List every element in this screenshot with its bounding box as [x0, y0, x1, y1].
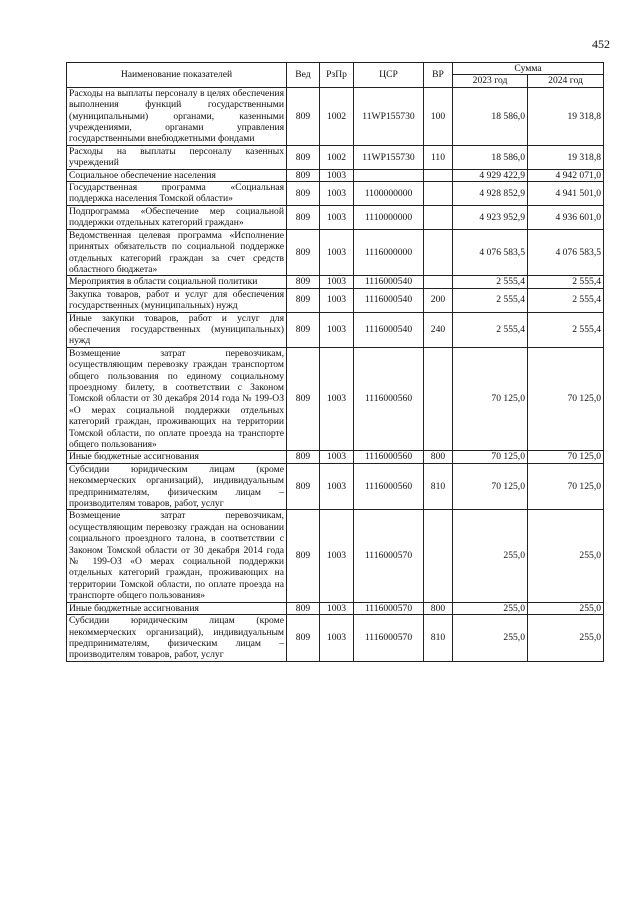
table-row [67, 510, 604, 602]
cell-sum-2023: 4 923 952,9 [453, 205, 528, 229]
table-row [67, 615, 604, 662]
cell-name: Возмещение затрат перевозчикам, осуществляющим перевозку граждан на основании социального проездного талона, в соответствии с Законом Томской области от 30 декабря 2014 года № 199-ОЗ «О мерах социальной поддержки отдельных категорий граждан, проживающих на территории Томской области, по оплате проезда на транспорте общего пользования» [67, 510, 287, 602]
cell-name: Социальное обеспечение населения [67, 169, 287, 181]
cell-vr [424, 229, 453, 276]
cell-vr: 800 [424, 602, 453, 614]
cell-ved: 809 [287, 312, 320, 347]
cell-sum-2024: 70 125,0 [528, 451, 604, 463]
cell-ved: 809 [287, 602, 320, 614]
cell-rzpr: 1003 [320, 463, 354, 510]
cell-sum-2024: 4 941 501,0 [528, 182, 604, 206]
page-number: 452 [592, 37, 610, 51]
cell-vr [424, 276, 453, 288]
cell-rzpr: 1003 [320, 276, 354, 288]
cell-name: Иные бюджетные ассигнования [67, 451, 287, 463]
cell-ved: 809 [287, 145, 320, 169]
cell-csr: 1100000000 [354, 182, 424, 206]
table-row [67, 145, 604, 169]
cell-rzpr: 1003 [320, 229, 354, 276]
cell-ved: 809 [287, 347, 320, 451]
cell-csr: 1110000000 [354, 205, 424, 229]
cell-sum-2023: 2 555,4 [453, 276, 528, 288]
header-vr: ВР [424, 63, 453, 88]
table-row [67, 312, 604, 347]
cell-ved: 809 [287, 615, 320, 662]
cell-name: Иные бюджетные ассигнования [67, 602, 287, 614]
cell-ved: 809 [287, 229, 320, 276]
cell-name: Государственная программа «Социальная поддержка населения Томской области» [67, 182, 287, 206]
cell-sum-2024: 255,0 [528, 510, 604, 602]
table-header [67, 63, 604, 88]
cell-sum-2023: 70 125,0 [453, 347, 528, 451]
cell-rzpr: 1003 [320, 602, 354, 614]
cell-csr: 1116000000 [354, 229, 424, 276]
cell-csr: 1116000570 [354, 602, 424, 614]
budget-table [66, 62, 604, 662]
cell-sum-2024: 255,0 [528, 602, 604, 614]
cell-ved: 809 [287, 169, 320, 181]
cell-name: Иные закупки товаров, работ и услуг для обеспечения государственных (муниципальных) нужд [67, 312, 287, 347]
cell-sum-2024: 19 318,8 [528, 87, 604, 145]
cell-sum-2023: 4 928 852,9 [453, 182, 528, 206]
cell-rzpr: 1003 [320, 288, 354, 312]
cell-vr: 110 [424, 145, 453, 169]
cell-ved: 809 [287, 451, 320, 463]
cell-csr: 1116000570 [354, 510, 424, 602]
cell-sum-2023: 4 076 583,5 [453, 229, 528, 276]
cell-name: Расходы на выплаты персоналу казенных учреждений [67, 145, 287, 169]
cell-ved: 809 [287, 87, 320, 145]
cell-sum-2023: 2 555,4 [453, 312, 528, 347]
cell-rzpr: 1003 [320, 182, 354, 206]
cell-sum-2024: 4 942 071,0 [528, 169, 604, 181]
cell-csr: 1116000570 [354, 615, 424, 662]
cell-sum-2024: 70 125,0 [528, 347, 604, 451]
cell-name: Мероприятия в области социальной политики [67, 276, 287, 288]
cell-vr: 810 [424, 615, 453, 662]
table-row [67, 169, 604, 181]
cell-sum-2024: 2 555,4 [528, 276, 604, 288]
cell-ved: 809 [287, 510, 320, 602]
cell-rzpr: 1002 [320, 145, 354, 169]
cell-ved: 809 [287, 463, 320, 510]
cell-sum-2023: 18 586,0 [453, 87, 528, 145]
cell-ved: 809 [287, 205, 320, 229]
cell-vr [424, 347, 453, 451]
header-name: Наименование показателей [67, 63, 287, 88]
header-csr: ЦСР [354, 63, 424, 88]
cell-sum-2023: 2 555,4 [453, 288, 528, 312]
header-ved: Вед [287, 63, 320, 88]
cell-csr [354, 169, 424, 181]
table-row [67, 602, 604, 614]
cell-rzpr: 1003 [320, 312, 354, 347]
table-row [67, 347, 604, 451]
cell-name: Ведомственная целевая программа «Исполнение принятых обязательств по социальной поддержке отдельных категорий граждан за счет средств областного бюджета» [67, 229, 287, 276]
cell-rzpr: 1002 [320, 87, 354, 145]
cell-sum-2024: 19 318,8 [528, 145, 604, 169]
cell-sum-2023: 4 929 422,9 [453, 169, 528, 181]
table-row [67, 229, 604, 276]
cell-sum-2023: 70 125,0 [453, 463, 528, 510]
table-row [67, 463, 604, 510]
cell-sum-2023: 18 586,0 [453, 145, 528, 169]
table-body [67, 87, 604, 661]
cell-rzpr: 1003 [320, 347, 354, 451]
cell-name: Закупка товаров, работ и услуг для обеспечения государственных (муниципальных) нужд [67, 288, 287, 312]
cell-rzpr: 1003 [320, 615, 354, 662]
cell-ved: 809 [287, 288, 320, 312]
table-row [67, 182, 604, 206]
table-row [67, 276, 604, 288]
cell-csr: 1116000560 [354, 347, 424, 451]
table-row [67, 87, 604, 145]
cell-sum-2023: 70 125,0 [453, 451, 528, 463]
cell-rzpr: 1003 [320, 510, 354, 602]
header-year-2023: 2023 год [453, 75, 528, 87]
cell-sum-2024: 70 125,0 [528, 463, 604, 510]
cell-vr: 200 [424, 288, 453, 312]
cell-vr: 240 [424, 312, 453, 347]
cell-name: Субсидии юридическим лицам (кроме некоммерческих организаций), индивидуальным предпринимателям, физическим лицам – производителям товаров, работ, услуг [67, 463, 287, 510]
cell-sum-2023: 255,0 [453, 510, 528, 602]
table-row [67, 288, 604, 312]
cell-sum-2024: 2 555,4 [528, 288, 604, 312]
cell-csr: 1116000540 [354, 276, 424, 288]
cell-vr: 800 [424, 451, 453, 463]
cell-vr: 100 [424, 87, 453, 145]
cell-csr: 1116000560 [354, 463, 424, 510]
cell-name: Возмещение затрат перевозчикам, осуществляющим перевозку граждан транспортом общего пользования по единому социальному проездному билету, в соответствии с Законом Томской области от 30 декабря 2014 года № 199-ОЗ «О мерах социальной поддержки отдельных категорий граждан, проживающих на территории Томской области, по оплате проезда на транспорте общего пользования» [67, 347, 287, 451]
cell-csr: 11WP155730 [354, 87, 424, 145]
cell-sum-2024: 255,0 [528, 615, 604, 662]
cell-csr: 1116000540 [354, 312, 424, 347]
table-row [67, 205, 604, 229]
cell-rzpr: 1003 [320, 205, 354, 229]
cell-csr: 1116000540 [354, 288, 424, 312]
cell-csr: 1116000560 [354, 451, 424, 463]
header-year-2024: 2024 год [528, 75, 604, 87]
cell-name: Расходы на выплаты персоналу в целях обеспечения выполнения функций государственными (муниципальными) органами, казенными учреждениями, органами управления государственными внебюджетными фондами [67, 87, 287, 145]
cell-rzpr: 1003 [320, 169, 354, 181]
cell-sum-2023: 255,0 [453, 602, 528, 614]
cell-sum-2024: 2 555,4 [528, 312, 604, 347]
cell-sum-2024: 4 936 601,0 [528, 205, 604, 229]
cell-rzpr: 1003 [320, 451, 354, 463]
cell-csr: 11WP155730 [354, 145, 424, 169]
cell-name: Подпрограмма «Обеспечение мер социальной поддержки отдельных категорий граждан» [67, 205, 287, 229]
cell-vr [424, 169, 453, 181]
cell-sum-2023: 255,0 [453, 615, 528, 662]
cell-sum-2024: 4 076 583,5 [528, 229, 604, 276]
table-row [67, 451, 604, 463]
cell-vr [424, 182, 453, 206]
header-sum: Сумма [453, 63, 604, 75]
cell-ved: 809 [287, 276, 320, 288]
cell-vr [424, 510, 453, 602]
cell-name: Субсидии юридическим лицам (кроме некоммерческих организаций), индивидуальным предпринимателям, физическим лицам – производителям товаров, работ, услуг [67, 615, 287, 662]
cell-vr [424, 205, 453, 229]
cell-ved: 809 [287, 182, 320, 206]
cell-vr: 810 [424, 463, 453, 510]
header-rzpr: РзПр [320, 63, 354, 88]
